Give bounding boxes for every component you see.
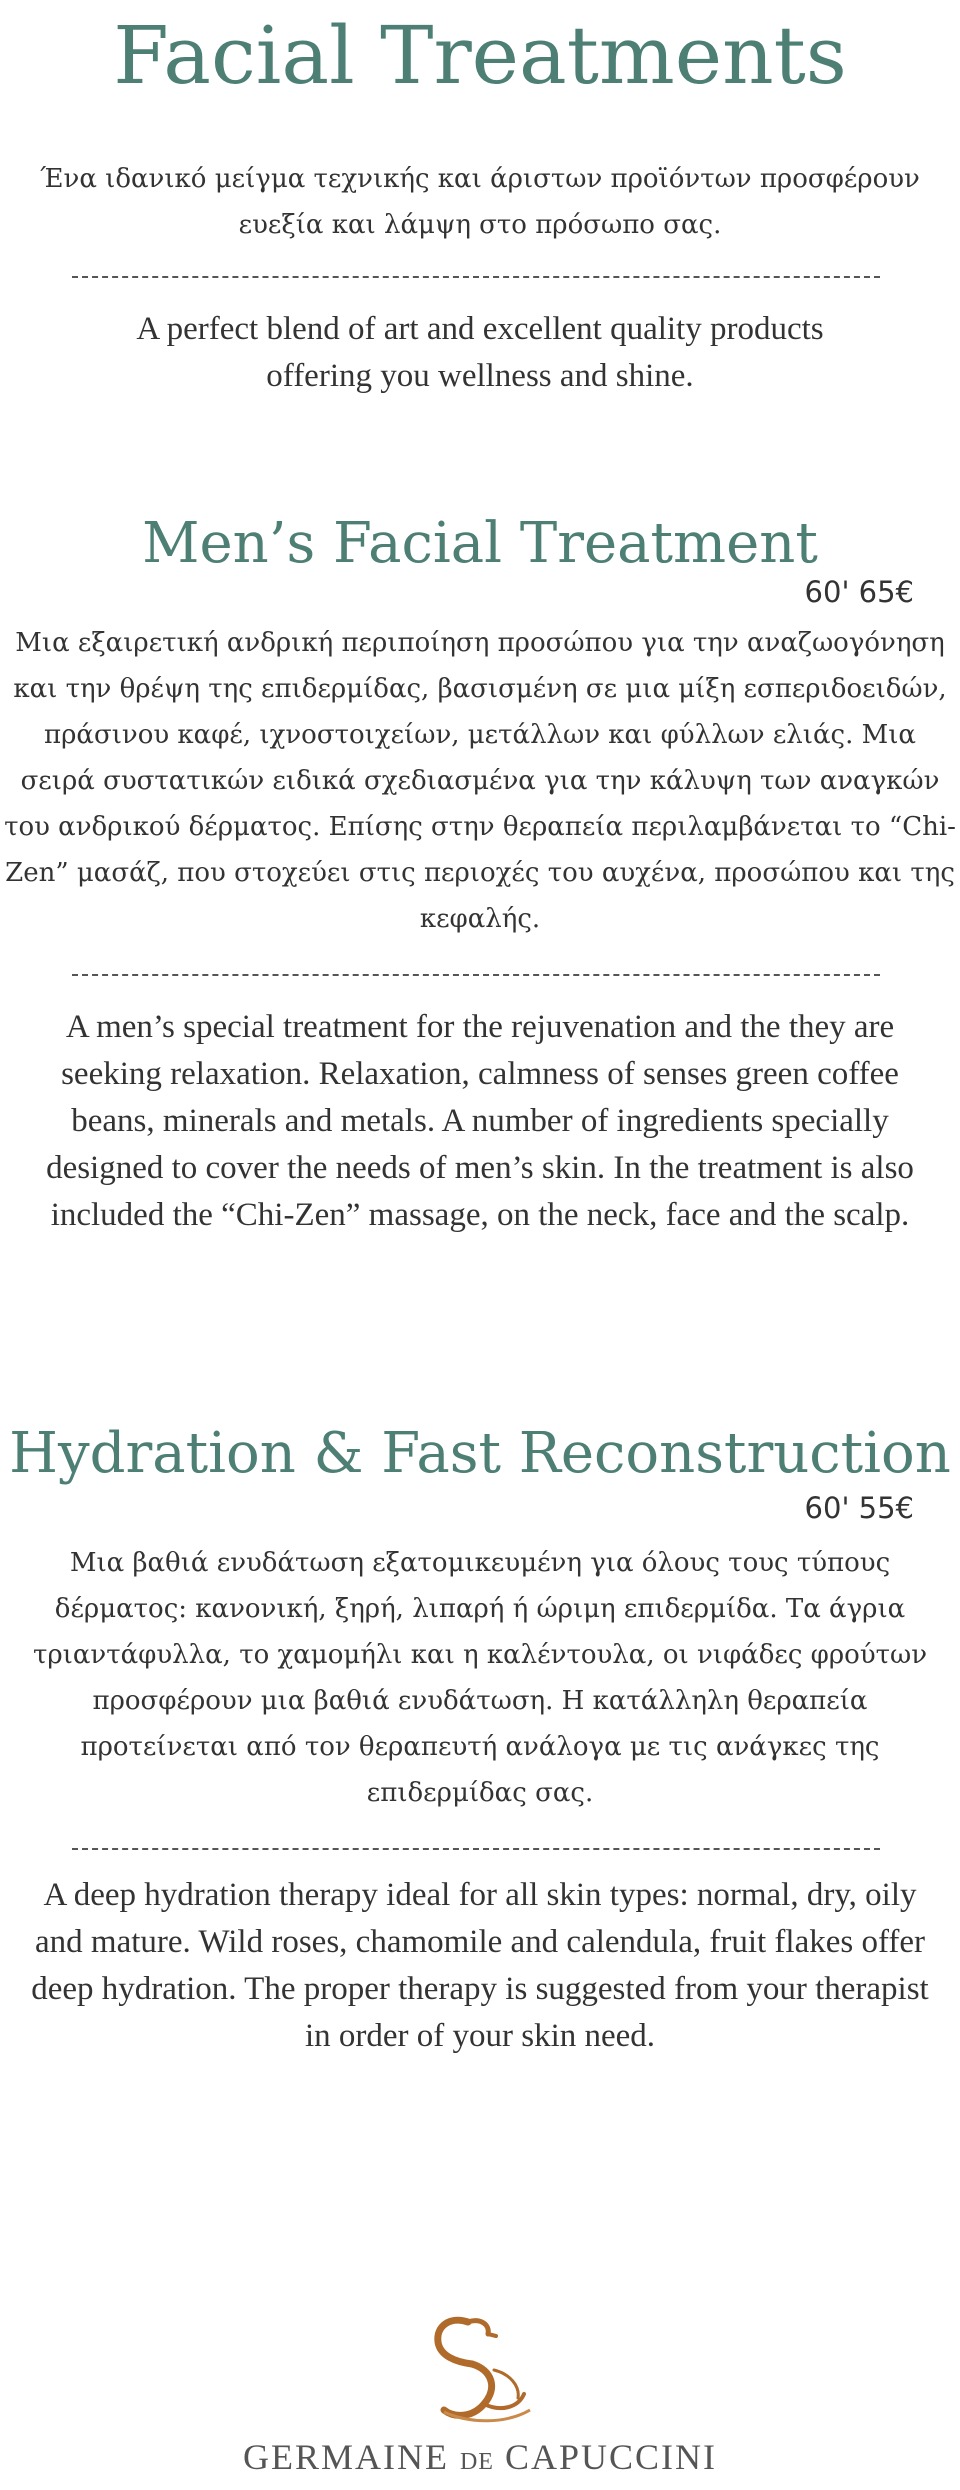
treatment-title-mens-facial: Men’s Facial Treatment	[142, 511, 818, 576]
swan-logo-icon	[410, 2300, 550, 2430]
treatment-description-greek: Μια βαθιά ενυδάτωση εξατομικευμένη για όλους τους τύπους δέρματος: κανονική, ξηρή, λιπαρή ή ώριμη επιδερμίδα. Τα άγρια τριαντάφυλλα, το χαμομήλι και η καλέντουλα, οι νιφάδες φρούτων προσφέρουν μια βαθιά ενυδάτωση. Η κατάλληλη θεραπεία προτείνεται από τον θεραπευτή ανάλογα με τις ανάγκες της επιδερμίδας σας.	[32, 1548, 928, 1808]
treatment-description-greek: Μια εξαιρετική ανδρική περιποίηση προσώπου για την αναζωογόνηση και την θρέψη της επιδερμίδας, βασισμένη σε μια μίξη εσπεριδοειδών, πράσινου καφέ, ιχνοστοιχείων, μετάλλων και φύλλων ελιάς. Μια σειρά συστατικών ειδικά σχεδιασμένα για την κάλυψη των αναγκών του ανδρικού δέρματος. Επίσης στην θεραπεία περιλαμβάνεται το “Chi-Zen” μασάζ, που στοχεύει στις περιοχές του αυχένα, προσώπου και της κεφαλής.	[4, 628, 956, 934]
divider	[72, 1848, 880, 1850]
brand-name	[0, 2436, 960, 2478]
brand-logo	[0, 2300, 960, 2490]
treatment-description-english: A deep hydration therapy ideal for all skin types: normal, dry, oily and mature. Wild roses, chamomile and calendula, fruit flakes offer deep hydration. The proper therapy is suggested from your therapist in order of your skin need.	[31, 1877, 929, 2054]
treatment-title-hydration: Hydration & Fast Reconstruction	[9, 1421, 951, 1486]
treatment-description-english: A men’s special treatment for the rejuvenation and the they are seeking relaxation. Relaxation, calmness of senses green coffee beans, minerals and metals. A number of ingredients specially designed to cover the needs of men’s skin. In the treatment is also included the “Chi-Zen” massage, on the neck, face and the scalp.	[46, 1009, 914, 1233]
intro-greek-text: Ένα ιδανικό μείγμα τεχνικής και άριστων προϊόντων προσφέρουν ευεξία και λάμψη στο πρόσωπο σας.	[40, 164, 920, 240]
brand-name-part: CAPUCCINI	[504, 2437, 717, 2477]
treatment-price-mens-facial: 60' 65€	[804, 575, 914, 609]
divider	[72, 276, 880, 278]
intro-english-text: A perfect blend of art and excellent quality products offering you wellness and shine.	[136, 311, 824, 394]
divider	[72, 974, 880, 976]
brand-name-part: DE	[459, 2449, 494, 2475]
brand-name-part: GERMAINE	[242, 2437, 449, 2477]
page-title: Facial Treatments	[113, 9, 847, 102]
treatment-price-hydration: 60' 55€	[804, 1491, 914, 1525]
